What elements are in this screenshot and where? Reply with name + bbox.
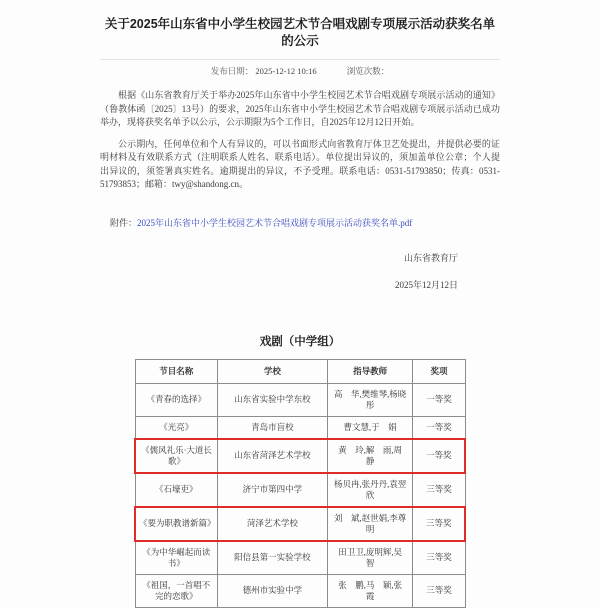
cell-teachers: 杨贝冉,张丹丹,袁翌欣 [327,473,413,507]
cell-award: 一等奖 [413,383,465,416]
cell-teachers: 高 华,樊维琴,杨晓彤 [327,383,413,416]
cell-program: 《儒风礼乐·大道长歌》 [135,439,218,473]
cell-program: 《为中华崛起而读书》 [135,541,218,575]
cell-school: 菏泽艺术学校 [218,507,328,541]
paragraph-2: 公示期内，任何单位和个人有异议的，可以书面形式向省教育厅体卫艺处提出，并提供必要的证明材料及有效联系方式（注明联系人姓名、联系电话）。单位提出异议的，须加盖单位公章；个人提出异议的，须签署真实姓名。逾期提出的异议，不予受理。联系电话：0531-51793850；传真：0531-51793853；邮箱：twy@shandong.cn。 [100,138,500,189]
cell-teachers: 张 鹏,马 颖,张 霞 [327,574,413,607]
notice-body [100,89,500,192]
cell-award: 三等奖 [413,574,465,607]
cell-school: 德州市实验中学 [218,574,328,607]
signature-org: 山东省教育厅 [403,252,458,263]
table-row [135,439,465,473]
cell-teachers: 曹文慧,于 娟 [327,416,413,439]
awards-table-body [135,383,465,607]
table-row [135,574,465,607]
cell-program: 《青春的选择》 [135,383,218,416]
cell-program: 《光亮》 [135,416,218,439]
cell-program: 《要为职教谱新篇》 [135,507,218,541]
attachment-pdf-link[interactable]: 2025年山东省中小学生校园艺术节合唱戏剧专项展示活动获奖名单.pdf [137,217,413,228]
attachment-label: 附件： [110,217,138,228]
signature-block [100,251,500,291]
table-row [135,416,465,439]
publish-date-label: 发布日期： [210,66,254,76]
views-count-label: 浏览次数： [346,66,390,76]
attachment-row [100,216,500,229]
signature-date: 2025年12月12日 [394,279,458,290]
cell-school: 山东省实验中学东校 [218,383,328,416]
views-count [347,65,390,77]
section-title: 戏剧（中学组） [259,335,341,348]
paragraph-1: 根据《山东省教育厅关于举办2025年山东省中小学生校园艺术节合唱戏剧专项展示活动的通知》（鲁教体函〔2025〕13号）的要求，2025年山东省中小学生校园艺术节合唱戏剧专项展示活动已成功举办，现将获奖名单予以公示，公示期限为5个工作日，自2025年12月12日开始。 [100,90,500,127]
cell-program: 《石壕吏》 [135,473,218,507]
cell-school: 青岛市盲校 [218,416,328,439]
cell-school: 济宁市第四中学 [218,473,328,507]
cell-award: 一等奖 [413,416,465,439]
cell-award: 一等奖 [413,439,465,473]
cell-award: 三等奖 [413,473,465,507]
column-header: 学校 [218,359,328,383]
column-header: 节目名称 [135,359,218,383]
notice-document [100,0,500,608]
cell-program: 《祖国，一首唱不完的恋歌》 [135,574,218,607]
cell-teachers: 刘 斌,赵世娟,李尊明 [327,507,413,541]
table-row [135,541,465,575]
page-title: 关于2025年山东省中小学生校园艺术节合唱戏剧专项展示活动获奖名单的公示 [104,17,496,48]
awards-table [134,359,466,608]
table-row [135,383,465,416]
table-row [135,473,465,507]
cell-teachers: 黄 玲,解 雨,周 静 [327,439,413,473]
table-row [135,507,465,541]
cell-teachers: 田卫卫,庞明辉,吴 智 [327,541,413,575]
cell-award: 三等奖 [413,541,465,575]
cell-award: 三等奖 [413,507,465,541]
meta-row [100,60,500,81]
column-header: 指导教师 [327,359,413,383]
table-header-row [135,359,465,383]
publish-date-value: 2025-12-12 10:16 [255,66,317,76]
cell-school: 阳信县第一实验学校 [218,541,328,575]
column-header: 奖项 [413,359,465,383]
cell-school: 山东省菏泽艺术学校 [218,439,328,473]
publish-date [211,65,317,77]
